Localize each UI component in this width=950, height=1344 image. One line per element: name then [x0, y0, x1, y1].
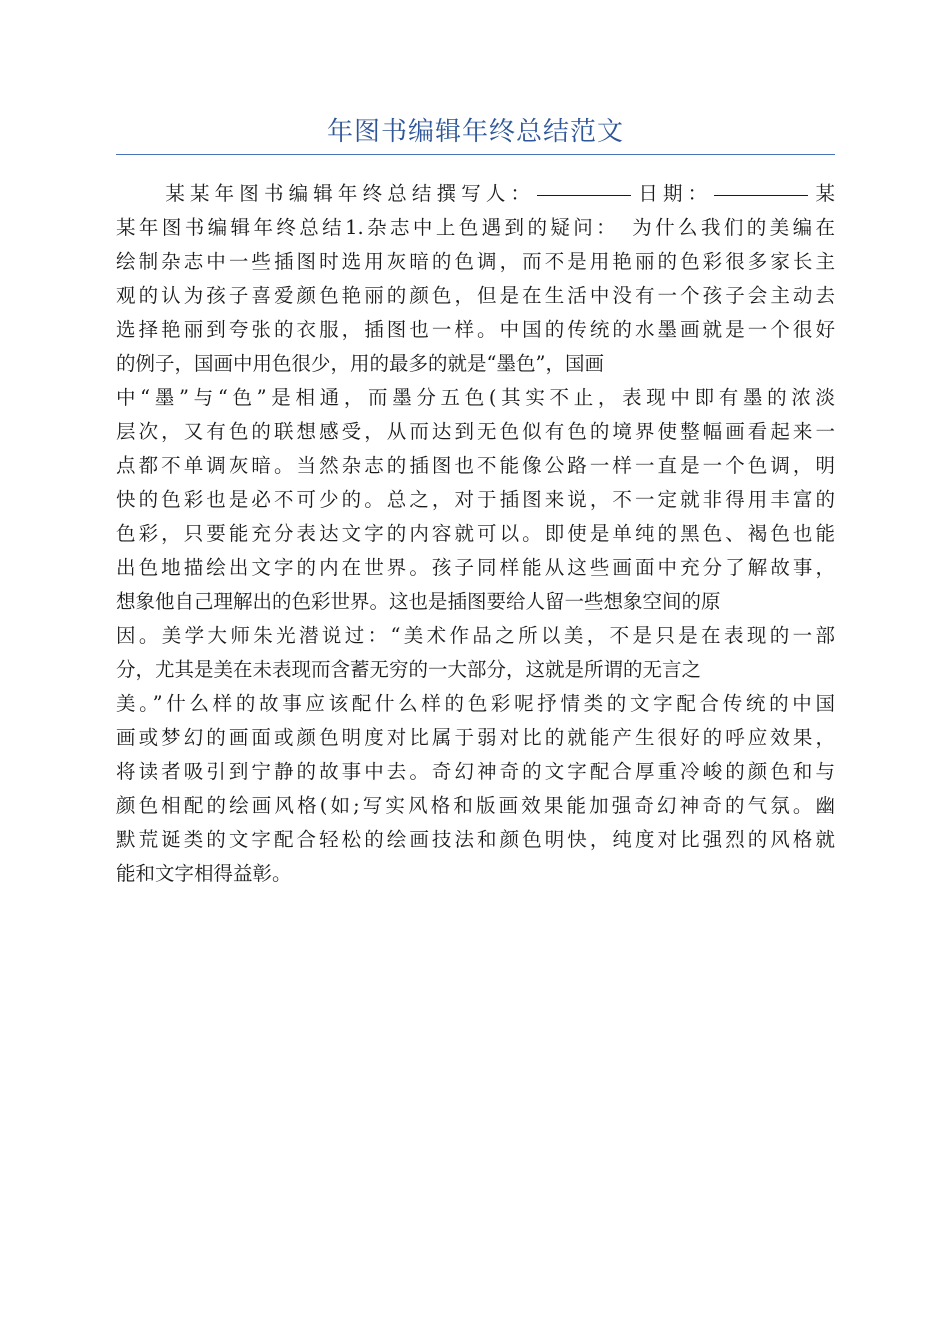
body-line: 观的认为孩子喜爱颜色艳丽的颜色，但是在生活中没有一个孩子会主动去 [116, 284, 835, 307]
body-line: 颜色相配的绘画风格(如;写实风格和版画效果能加强奇幻神奇的气氛。幽 [116, 794, 835, 817]
date-label: 日期： [633, 182, 713, 205]
body-line [116, 177, 835, 211]
body-line: 能和文字相得益彰。 [116, 862, 292, 885]
body-line: 某年图书编辑年终总结1.杂志中上色遇到的疑问： 为什么我们的美编在 [116, 216, 835, 239]
body-line: 色彩，只要能充分表达文字的内容就可以。即使是单纯的黑色、褐色也能 [116, 522, 835, 545]
body-line: 中“墨”与“色”是相通，而墨分五色(其实不止，表现中即有墨的浓淡 [116, 386, 835, 409]
body-line: 出色地描绘出文字的内在世界。孩子同样能从这些画面中充分了解故事， [116, 556, 835, 579]
body-line: 绘制杂志中一些插图时选用灰暗的色调，而不是用艳丽的色彩很多家长主 [116, 250, 835, 273]
body-line: 默荒诞类的文字配合轻松的绘画技法和颜色明快，纯度对比强烈的风格就 [116, 828, 835, 851]
body-line: 的例子，国画中用色很少，用的最多的就是“墨色”，国画 [116, 352, 604, 375]
body-line: 点都不单调灰暗。当然杂志的插图也不能像公路一样一直是一个色调，明 [116, 454, 835, 477]
date-blank [714, 194, 808, 196]
body-line: 想象他自己理解出的色彩世界。这也是插图要给人留一些想象空间的原 [116, 590, 721, 613]
title-underline-rule [116, 154, 835, 155]
body-line: 分，尤其是美在未表现而含蓄无穷的一大部分，这就是所谓的无言之 [116, 658, 702, 681]
author-label: 某某年图书编辑年终总结撰写人： [116, 182, 536, 205]
document-body [116, 177, 835, 891]
line-end-fragment: 某 [810, 182, 835, 205]
document-title: 年图书编辑年终总结范文 [326, 117, 624, 147]
body-line: 层次，又有色的联想感受，从而达到无色似有色的境界使整幅画看起来一 [116, 420, 835, 443]
body-line: 将读者吸引到宁静的故事中去。奇幻神奇的文字配合厚重冷峻的颜色和与 [116, 760, 835, 783]
author-blank [537, 194, 631, 196]
body-line: 选择艳丽到夸张的衣服，插图也一样。中国的传统的水墨画就是一个很好 [116, 318, 835, 341]
body-line: 因。美学大师朱光潜说过：“美术作品之所以美，不是只是在表现的一部 [116, 624, 835, 647]
body-line: 画或梦幻的画面或颜色明度对比属于弱对比的就能产生很好的呼应效果， [116, 726, 835, 749]
body-line: 快的色彩也是必不可少的。总之，对于插图来说，不一定就非得用丰富的 [116, 488, 835, 511]
body-line: 美。”什么样的故事应该配什么样的色彩呢抒情类的文字配合传统的中国 [116, 692, 835, 715]
